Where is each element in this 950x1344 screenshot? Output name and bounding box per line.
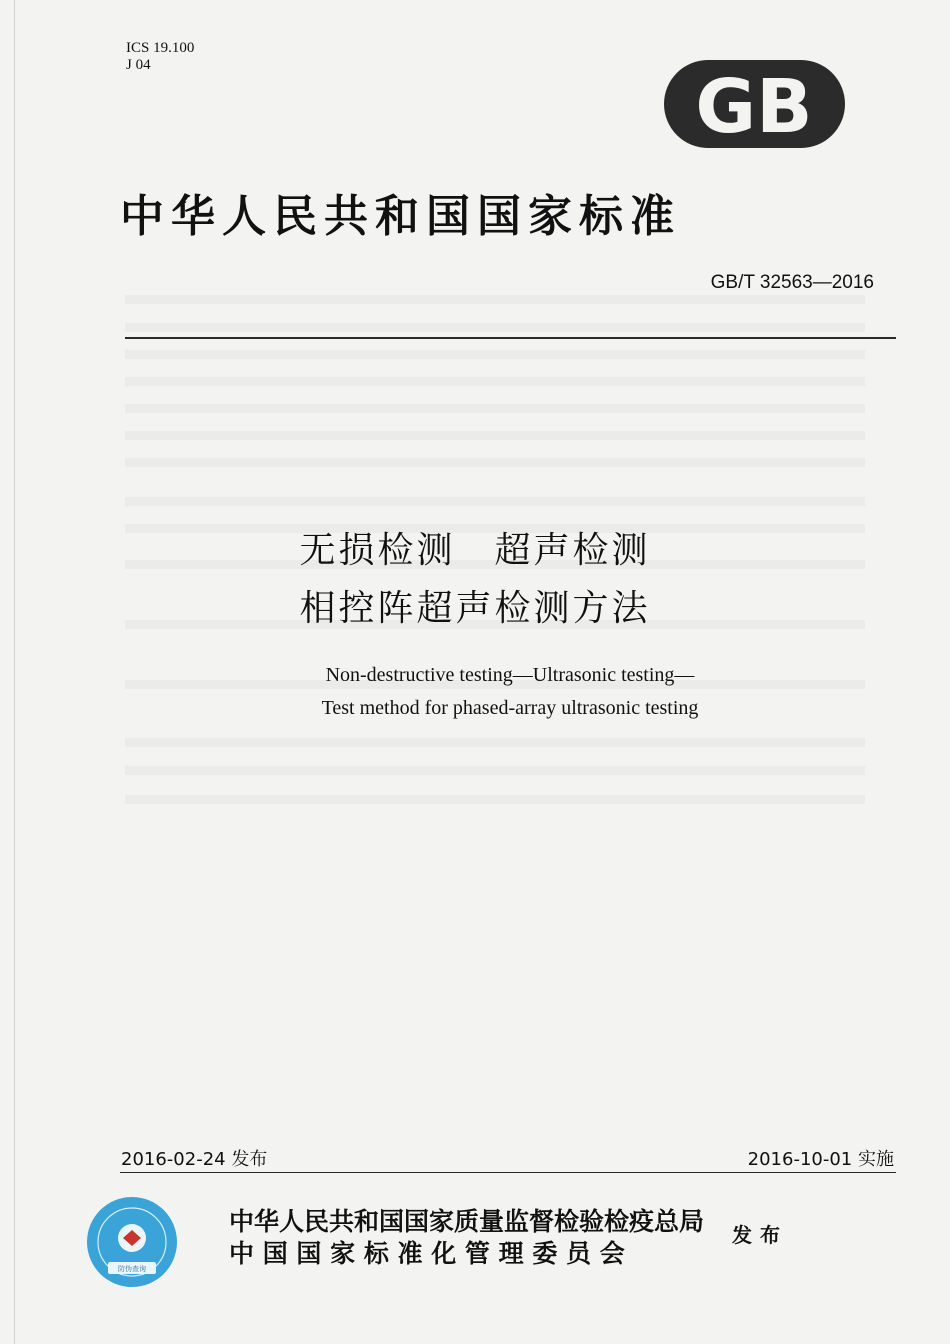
classification-codes <box>126 40 194 74</box>
footer-divider <box>120 1172 896 1173</box>
ics-code: ICS 19.100 <box>126 40 195 56</box>
issuer-sac: 中 国 国 家 标 准 化 管 理 委 员 会 <box>229 1239 625 1268</box>
seal-caption: 防伪查询 <box>118 1265 146 1273</box>
issue-label: 发布 <box>732 1223 788 1247</box>
standard-number: GB/T 32563—2016 <box>710 272 874 293</box>
ccs-code: J 04 <box>126 57 151 73</box>
header-divider <box>125 337 896 339</box>
issuer-aqsiq: 中华人民共和国国家质量监督检验检疫总局 <box>229 1207 705 1236</box>
title-en-line2: Test method for phased-array ultrasonic testing <box>321 697 699 719</box>
title-zh-line1: 无损检测 超声检测 <box>299 530 651 571</box>
title-en-line1: Non-destructive testing—Ultrasonic testing— <box>325 664 695 686</box>
gb-logo-text: GB <box>695 64 813 150</box>
standard-category-title: 中华人民共和国国家标准 <box>120 191 681 242</box>
gb-logo <box>662 58 847 150</box>
publish-date: 2016-02-24 发布 <box>121 1149 268 1170</box>
title-zh-line2: 相控阵超声检测方法 <box>299 588 651 629</box>
implementation-date: 2016-10-01 实施 <box>747 1149 894 1170</box>
anti-counterfeit-seal <box>86 1196 178 1288</box>
